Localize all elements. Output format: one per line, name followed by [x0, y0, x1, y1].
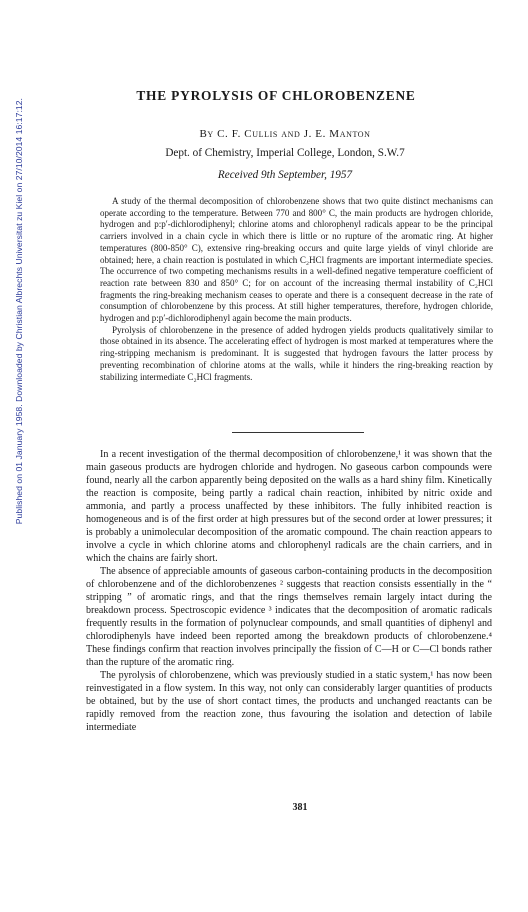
download-notice: Published on 01 January 1958. Downloaded by Christian Albrechts Universitat zu Kiel on 27/10/2014 16:17:12.	[14, 98, 24, 525]
download-notice-sidebar	[6, 0, 22, 912]
section-divider	[232, 432, 364, 433]
body-paragraph: The pyrolysis of chlorobenzene, which was previously studied in a static system,¹ has now been reinvestigated in a flow system. In this way, not only can considerably larger quantities of products be obtained, but by the use of short contact times, the products and unchanged reactants can be rapidly removed from the reaction zone, thus favouring the isolation and detection of labile intermediate	[86, 670, 492, 733]
abstract-paragraph: A study of the thermal decomposition of chlorobenzene shows that two quite distinct mechanisms can operate according to the temperature. Between 770 and 800° C, the main products are hydrogen chloride, hydrogen and p:p′-dichlorodiphenyl; chlorine atoms and chlorophenyl radicals appear to be the principal carriers involved in a chain cycle in which there is little or no rupture of the aromatic ring. At higher temperatures (800-850° C), extensive ring-breaking occurs and quite large yields of vinyl chloride are obtained; here, a chain reaction is postulated in which C₂HCl fragments are important intermediate species. The occurrence of two competing mechanisms results in a well-defined negative temperature coefficient of reaction rate between 830 and 850° C; for on account of the increasing thermal instability of C₂HCl fragments the ring-breaking mechanism ceases to operate and there is a consequent decrease in the rate of consumption of chlorobenzene by this process. At still higher temperatures, therefore, hydrogen chloride, hydrogen and p:p′-dichlorodiphenyl again become the main products.	[100, 196, 493, 324]
article-title: THE PYROLYSIS OF CHLOROBENZENE	[136, 88, 416, 103]
abstract-paragraph: Pyrolysis of chlorobenzene in the presence of added hydrogen yields products qualitatively similar to those obtained in its absence. The accelerating effect of hydrogen is most marked at temperatures where the ring-stripping mechanism is predominant. It is suggested that hydrogen favours the latter process by preventing recombination of chlorine atoms at the walls, while it hinders the ring-breaking reaction by stabilizing intermediate C₂HCl fragments.	[100, 324, 493, 382]
authors-line: By C. F. Cullis and J. E. Manton	[199, 128, 371, 140]
affiliation-line: Dept. of Chemistry, Imperial College, London, S.W.7	[165, 147, 405, 159]
body-paragraph: In a recent investigation of the thermal decomposition of chlorobenzene,¹ it was shown that the main gaseous products are hydrogen chloride and hydrogen. No gaseous carbon compounds were found, nearly all the carbon apparently being deposited on the walls as a hard shiny film. Kinetically the reaction is composite, being partly a radical chain reaction, inhibited by nitric oxide and ammonia, and partly a process unaffected by these inhibitors. The fully inhibited reaction is homogeneous and is of the first order at high pressures but of the second order at lower pressures; it is probably a unimolecular decomposition of the aromatic compound. The chain reaction appears to involve a cycle in which chlorine atoms and chlorophenyl radicals are the chain carriers, and in which the chains are fairly short.	[86, 449, 492, 564]
body-text	[86, 448, 492, 734]
body-paragraph: The absence of appreciable amounts of gaseous carbon-containing products in the decomposition of chlorobenzene and of the dichlorobenzenes ² suggests that reaction consists essentially in the “ stripping ” of aromatic rings, and that the rings themselves remain largely intact during the breakdown process. Spectroscopic evidence ³ indicates that the decomposition of aromatic radicals frequently results in the formation of polynuclear compounds, and small quantities of diphenyl and chlorodiphenyls have indeed been reported among the breakdown products of chlorobenzene.⁴ These findings confirm that reaction involves principally the fission of C—H or C—Cl bonds rather than the rupture of the aromatic ring.	[86, 566, 492, 668]
abstract	[100, 196, 493, 383]
page-number: 381	[292, 802, 308, 813]
received-date: Received 9th September, 1957	[217, 169, 353, 181]
